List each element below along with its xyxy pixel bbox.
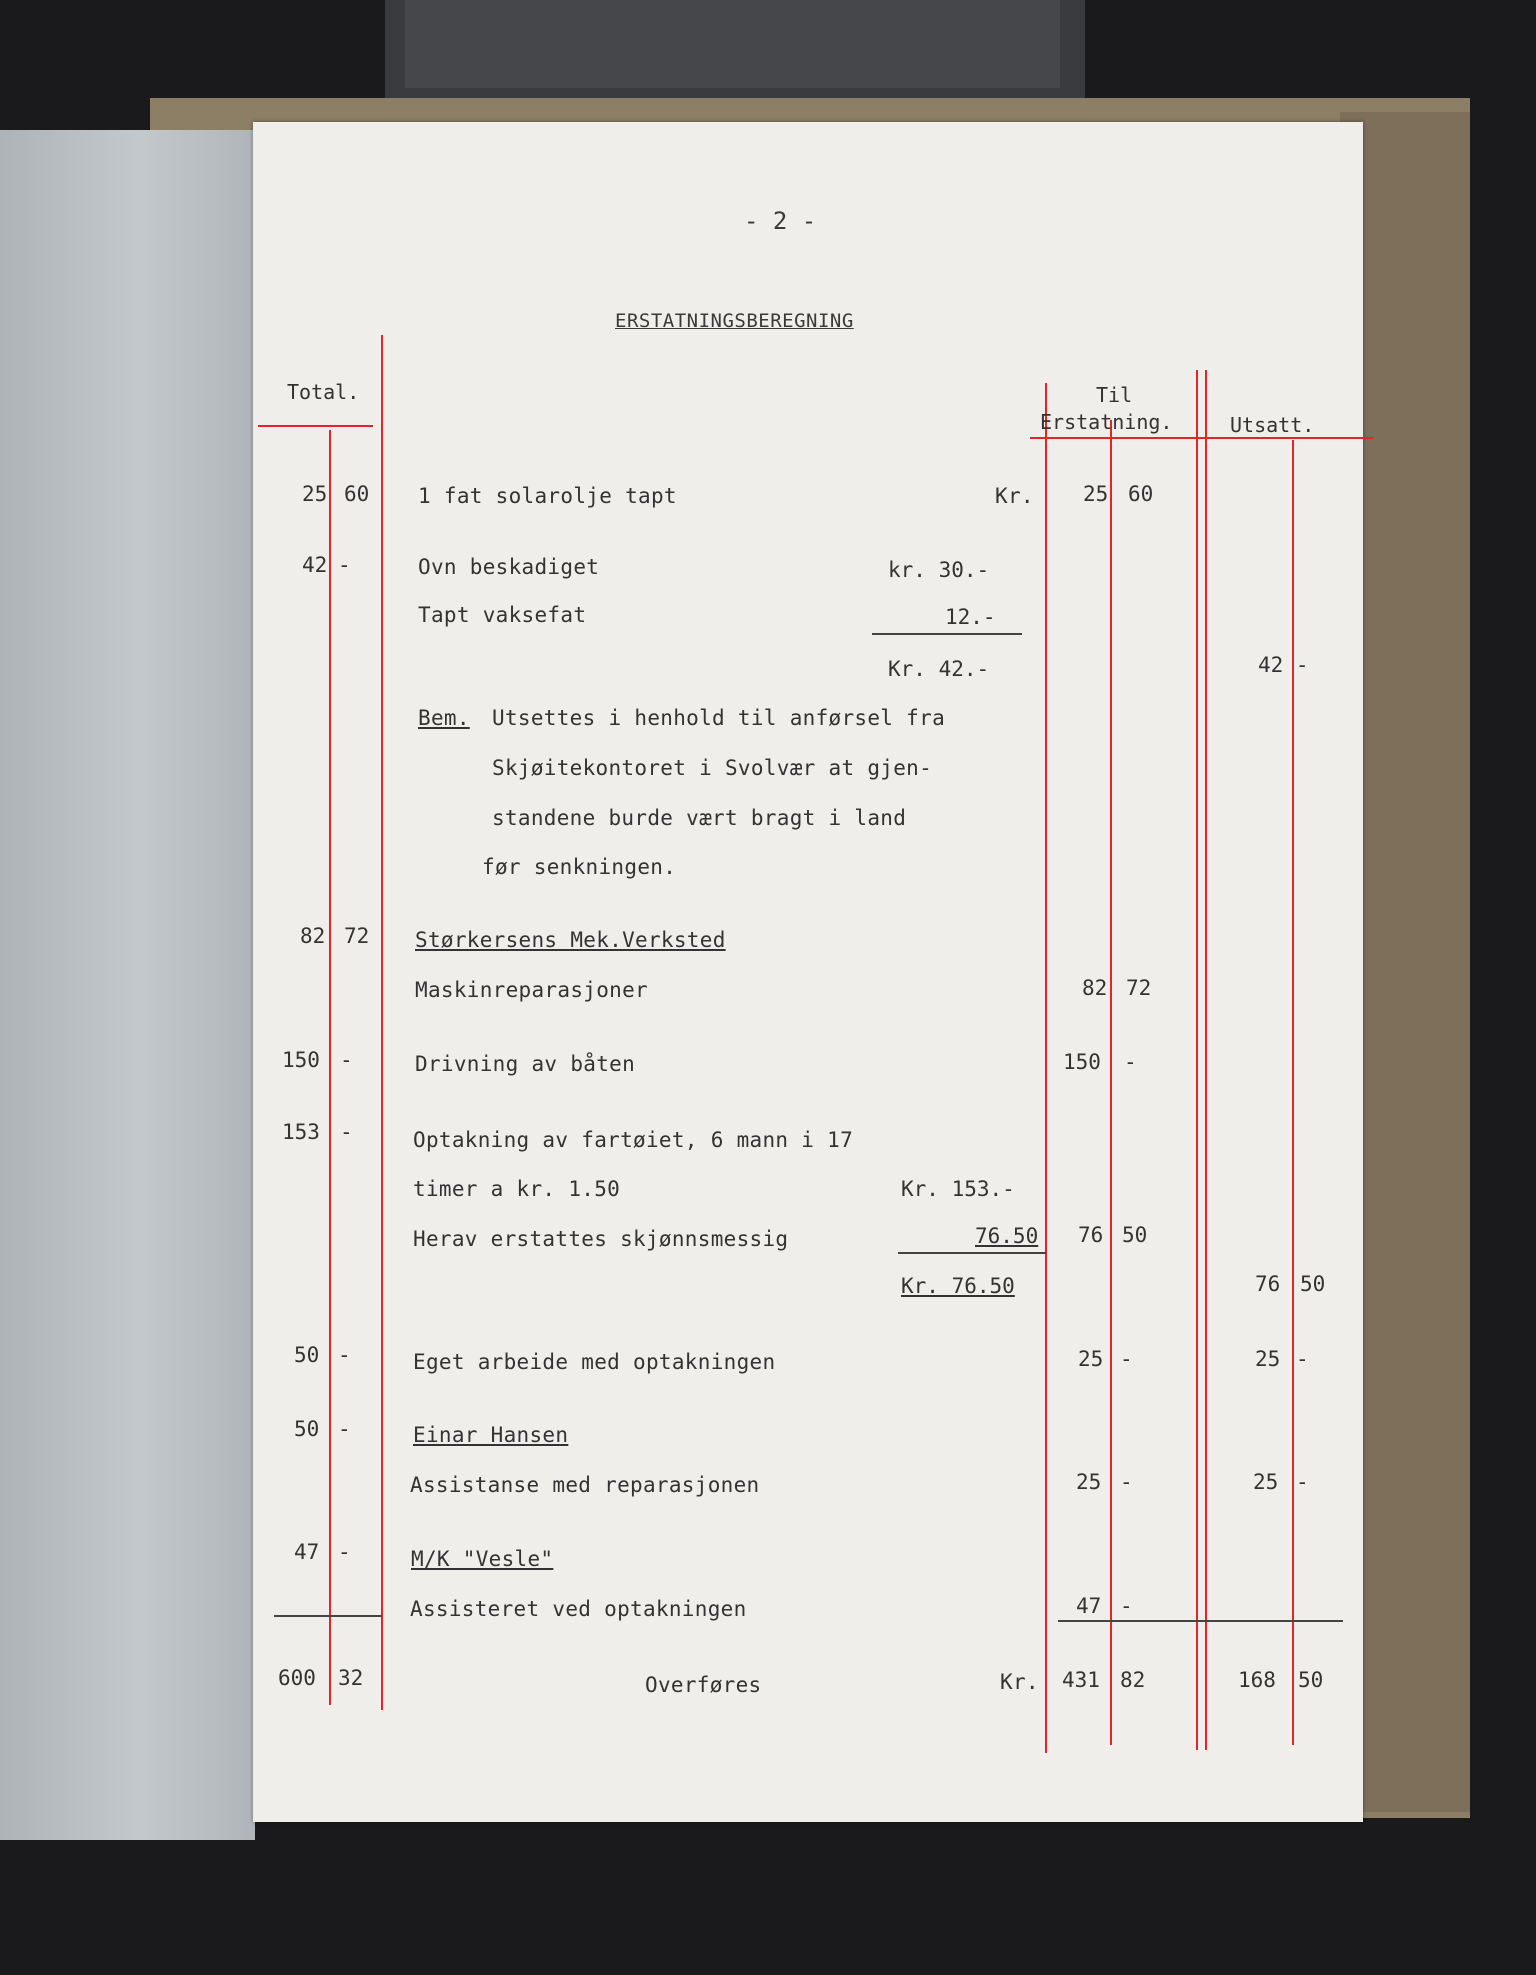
erstatning-kr: 25 — [1076, 1470, 1102, 1494]
red-rule-erst-right — [1196, 370, 1198, 1750]
item-description: Tapt vaksefat — [418, 603, 587, 627]
red-rule-header-total — [258, 425, 373, 427]
header-utsatt: Utsatt. — [1230, 413, 1315, 437]
sub-amount: kr. 30.- — [888, 558, 990, 582]
erstatning-ore: - — [1120, 1594, 1133, 1618]
item-description: Ovn beskadiget — [418, 555, 600, 579]
total-ore: - — [338, 1417, 351, 1441]
footer-erstatning-ore: 82 — [1120, 1668, 1146, 1692]
red-rule-header-right — [1030, 437, 1373, 439]
erstatning-ore: 50 — [1122, 1223, 1148, 1247]
footer-total-kr: 600 — [278, 1666, 316, 1690]
utsatt-kr: 76 — [1255, 1272, 1281, 1296]
erstatning-ore: - — [1124, 1050, 1137, 1074]
erstatning-kr: 25 — [1083, 482, 1109, 506]
utsatt-ore: - — [1296, 1470, 1309, 1494]
total-kr: 82 — [300, 924, 326, 948]
header-total: Total. — [287, 380, 360, 404]
total-ore: 72 — [344, 924, 370, 948]
red-rule-total-left — [329, 430, 331, 1705]
page-title: ERSTATNINGSBEREGNING — [615, 310, 854, 332]
sub-amount: 12.- — [945, 605, 996, 629]
erstatning-ore: 72 — [1126, 976, 1152, 1000]
total-kr: 153 — [282, 1120, 320, 1144]
erstatning-kr: 150 — [1063, 1050, 1101, 1074]
red-rule-erst-left — [1045, 383, 1047, 1753]
erstatning-kr: 76 — [1078, 1223, 1104, 1247]
binder-clip-inner — [405, 0, 1060, 88]
item-description: timer a kr. 1.50 — [413, 1177, 621, 1201]
utsatt-amount: 42 - — [1258, 653, 1309, 677]
sub-amount: 76.50 — [975, 1224, 1039, 1248]
total-kr: 47 — [294, 1540, 320, 1564]
total-ore: - — [340, 1048, 353, 1072]
sum-amount: Kr. 76.50 — [901, 1274, 1015, 1298]
erstatning-kr: 47 — [1076, 1594, 1102, 1618]
utsatt-ore: - — [1296, 1347, 1309, 1371]
footer-kr-label: Kr. — [1000, 1670, 1039, 1694]
vendor-name: M/K "Vesle" — [411, 1547, 554, 1571]
footer-utsatt-ore: 50 — [1298, 1668, 1324, 1692]
footer-erstatning-kr: 431 — [1062, 1668, 1100, 1692]
sum-rule — [898, 1252, 1046, 1254]
kr-label: Kr. — [995, 484, 1034, 508]
item-description: Drivning av båten — [415, 1052, 636, 1076]
red-rule-utsatt-mid — [1292, 440, 1294, 1745]
item-description: Herav erstattes skjønnsmessig — [413, 1227, 789, 1251]
total-rule-right — [1058, 1620, 1343, 1622]
total-ore: - — [340, 1120, 353, 1144]
total-kr: 50 — [294, 1343, 320, 1367]
remark-line: Skjøitekontoret i Svolvær at gjen- — [492, 756, 933, 780]
sum-amount: Kr. 42.- — [888, 657, 990, 681]
erstatning-kr: 25 — [1078, 1347, 1104, 1371]
vendor-name: Størkersens Mek.Verksted — [415, 928, 726, 952]
footer-label: Overføres — [645, 1673, 762, 1697]
item-description: Eget arbeide med optakningen — [413, 1350, 776, 1374]
item-description: Optakning av fartøiet, 6 mann i 17 — [413, 1128, 854, 1152]
total-ore: - — [338, 1540, 351, 1564]
erstatning-ore: - — [1120, 1347, 1133, 1371]
sub-amount: Kr. 153.- — [901, 1177, 1015, 1201]
total-rule-left — [274, 1615, 382, 1617]
item-description: Assistanse med reparasjonen — [410, 1473, 760, 1497]
footer-utsatt-kr: 168 — [1238, 1668, 1276, 1692]
total-ore: - — [338, 553, 351, 577]
header-til: Til — [1096, 383, 1133, 407]
total-kr: 50 — [294, 1417, 320, 1441]
vendor-name: Einar Hansen — [413, 1423, 569, 1447]
remark-line: standene burde vært bragt i land — [492, 806, 907, 830]
erstatning-ore: 60 — [1128, 482, 1154, 506]
total-kr: 25 — [302, 482, 328, 506]
item-description: 1 fat solarolje tapt — [418, 484, 677, 508]
remark-line: Utsettes i henhold til anførsel fra — [492, 706, 946, 730]
erstatning-ore: - — [1120, 1470, 1133, 1494]
page-number: - 2 - — [744, 207, 817, 235]
sum-rule — [872, 633, 1022, 635]
header-erstatning: Erstatning. — [1040, 410, 1173, 434]
utsatt-ore: 50 — [1300, 1272, 1326, 1296]
footer-total-ore: 32 — [338, 1666, 364, 1690]
remark-line: før senkningen. — [482, 855, 677, 879]
red-rule-total-right — [381, 335, 383, 1710]
previous-page-sheet — [0, 130, 255, 1840]
utsatt-kr: 25 — [1253, 1470, 1279, 1494]
total-ore: 60 — [344, 482, 370, 506]
item-description: Assisteret ved optakningen — [410, 1597, 747, 1621]
item-description: Maskinreparasjoner — [415, 978, 648, 1002]
utsatt-kr: 25 — [1255, 1347, 1281, 1371]
red-rule-utsatt-left — [1205, 370, 1207, 1750]
total-kr: 42 — [302, 553, 328, 577]
erstatning-kr: 82 — [1082, 976, 1108, 1000]
remark-label: Bem. — [418, 706, 470, 730]
total-kr: 150 — [282, 1048, 320, 1072]
total-ore: - — [338, 1343, 351, 1367]
red-rule-erst-mid — [1110, 420, 1112, 1745]
